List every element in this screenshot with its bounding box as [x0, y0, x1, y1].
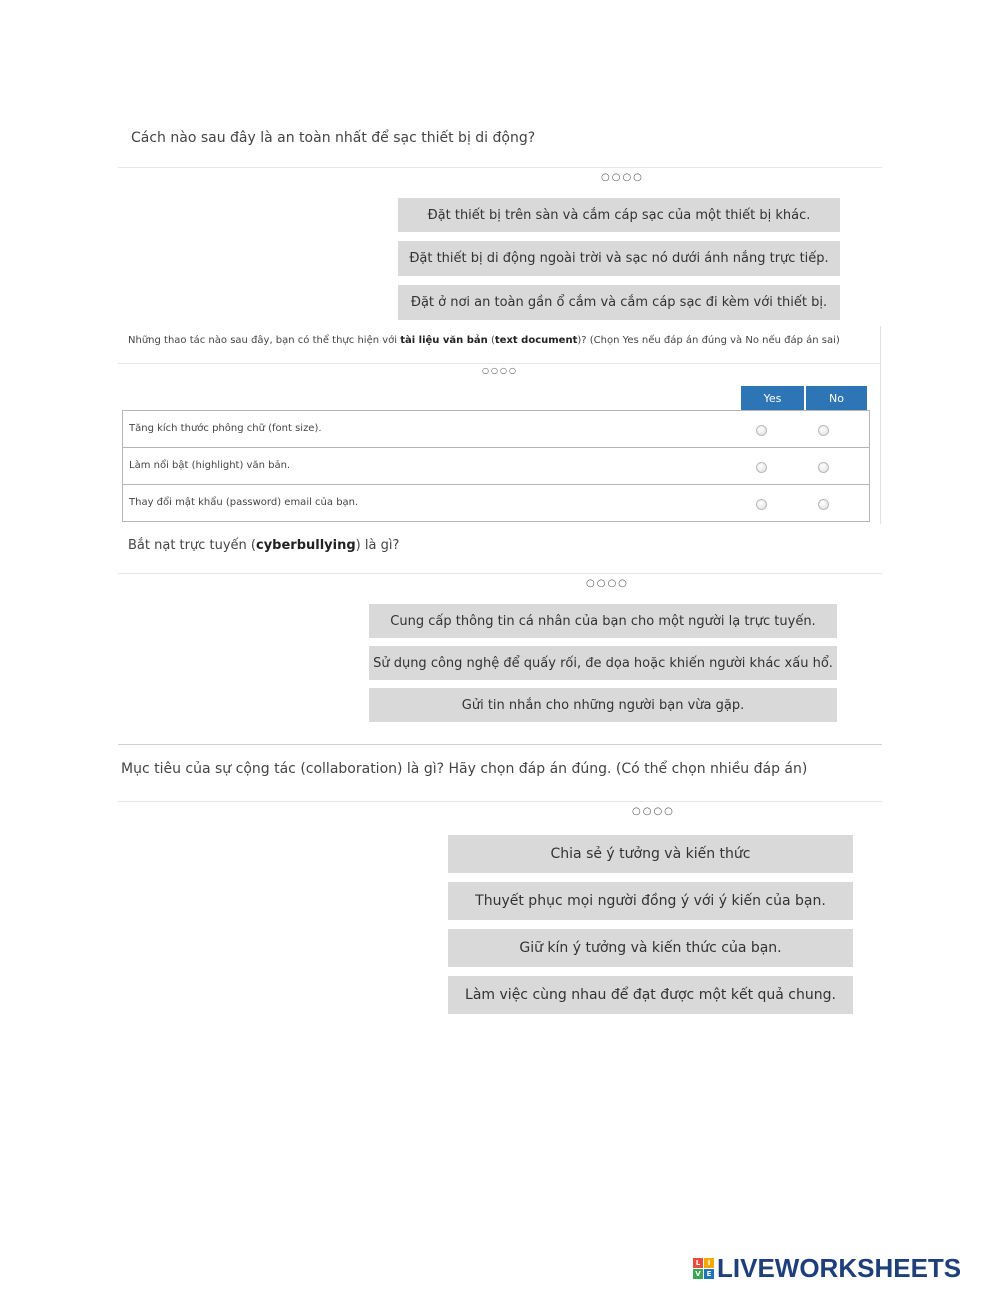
q1-option-1[interactable]: Đặt thiết bị trên sàn và cắm cáp sạc của một thiết bị khác. — [398, 198, 840, 232]
logo-mark-v: V — [693, 1269, 703, 1279]
logo-text: LIVEWORKSHEETS — [717, 1252, 962, 1283]
q4-question: Mục tiêu của sự cộng tác (collaboration) là gì? Hãy chọn đáp án đúng. (Có thể chọn nhiều đáp án) — [121, 761, 808, 777]
q1-option-2[interactable]: Đặt thiết bị di động ngoài trời và sạc nó dưới ánh nắng trực tiếp. — [398, 241, 840, 276]
q4-divider — [118, 801, 882, 802]
q2-block — [118, 326, 881, 524]
grid-row — [123, 447, 869, 484]
q3-divider — [118, 573, 882, 574]
radio-yes[interactable] — [756, 462, 767, 473]
logo-mark-l: L — [693, 1258, 703, 1268]
q4-option-2[interactable]: Thuyết phục mọi người đồng ý với ý kiến của bạn. — [448, 882, 853, 920]
q2-grid — [122, 410, 870, 522]
q3-option-2[interactable]: Sử dụng công nghệ để quấy rối, đe dọa hoặc khiến người khác xấu hổ. — [369, 646, 837, 680]
q2-page-dots[interactable]: ○○○○ — [482, 366, 518, 375]
grid-row-label: Tăng kích thước phông chữ (font size). — [129, 423, 322, 434]
q2-bold-term-1: tài liệu văn bản — [400, 335, 488, 346]
radio-no[interactable] — [818, 425, 829, 436]
radio-no[interactable] — [818, 462, 829, 473]
q4-option-1[interactable]: Chia sẻ ý tưởng và kiến thức — [448, 835, 853, 873]
q1-page-dots[interactable]: ○○○○ — [601, 172, 644, 183]
q1-question: Cách nào sau đây là an toàn nhất để sạc thiết bị di động? — [131, 130, 536, 146]
grid-row-label: Thay đổi mật khẩu (password) email của bạn. — [129, 497, 359, 508]
q1-divider — [118, 167, 882, 168]
q2-question: Những thao tác nào sau đây, bạn có thể thực hiện với tài liệu văn bản (text document)? (Chọn Yes nếu đáp án đúng và No nếu đáp án sai) — [128, 335, 840, 346]
q3-page-dots[interactable]: ○○○○ — [586, 578, 629, 589]
logo-mark-e: E — [704, 1269, 714, 1279]
q4-option-3[interactable]: Giữ kín ý tưởng và kiến thức của bạn. — [448, 929, 853, 967]
q1-option-3[interactable]: Đặt ở nơi an toàn gần ổ cắm và cắm cáp sạc đi kèm với thiết bị. — [398, 285, 840, 320]
q3-bold-term: cyberbullying — [255, 538, 356, 553]
radio-yes[interactable] — [756, 425, 767, 436]
radio-no[interactable] — [818, 499, 829, 510]
grid-row — [123, 411, 869, 447]
grid-row — [123, 484, 869, 521]
q2-divider — [118, 363, 880, 364]
q4-option-4[interactable]: Làm việc cùng nhau để đạt được một kết quả chung. — [448, 976, 853, 1014]
logo-mark-icon — [693, 1258, 714, 1279]
q3-option-3[interactable]: Gửi tin nhắn cho những người bạn vừa gặp. — [369, 688, 837, 722]
logo-mark-i: I — [704, 1258, 714, 1268]
q2-bold-term-2: text document — [494, 335, 578, 346]
q4-page-dots[interactable]: ○○○○ — [632, 806, 675, 817]
col-header-no: No — [806, 386, 867, 410]
q4-top-divider — [118, 744, 882, 745]
col-header-yes: Yes — [741, 386, 804, 410]
q3-question: Bắt nạt trực tuyến (cyberbullying) là gì? — [128, 538, 400, 553]
radio-yes[interactable] — [756, 499, 767, 510]
liveworksheets-logo — [693, 1253, 961, 1283]
q3-option-1[interactable]: Cung cấp thông tin cá nhân của bạn cho một người lạ trực tuyến. — [369, 604, 837, 638]
grid-row-label: Làm nổi bật (highlight) văn bản. — [129, 460, 291, 471]
